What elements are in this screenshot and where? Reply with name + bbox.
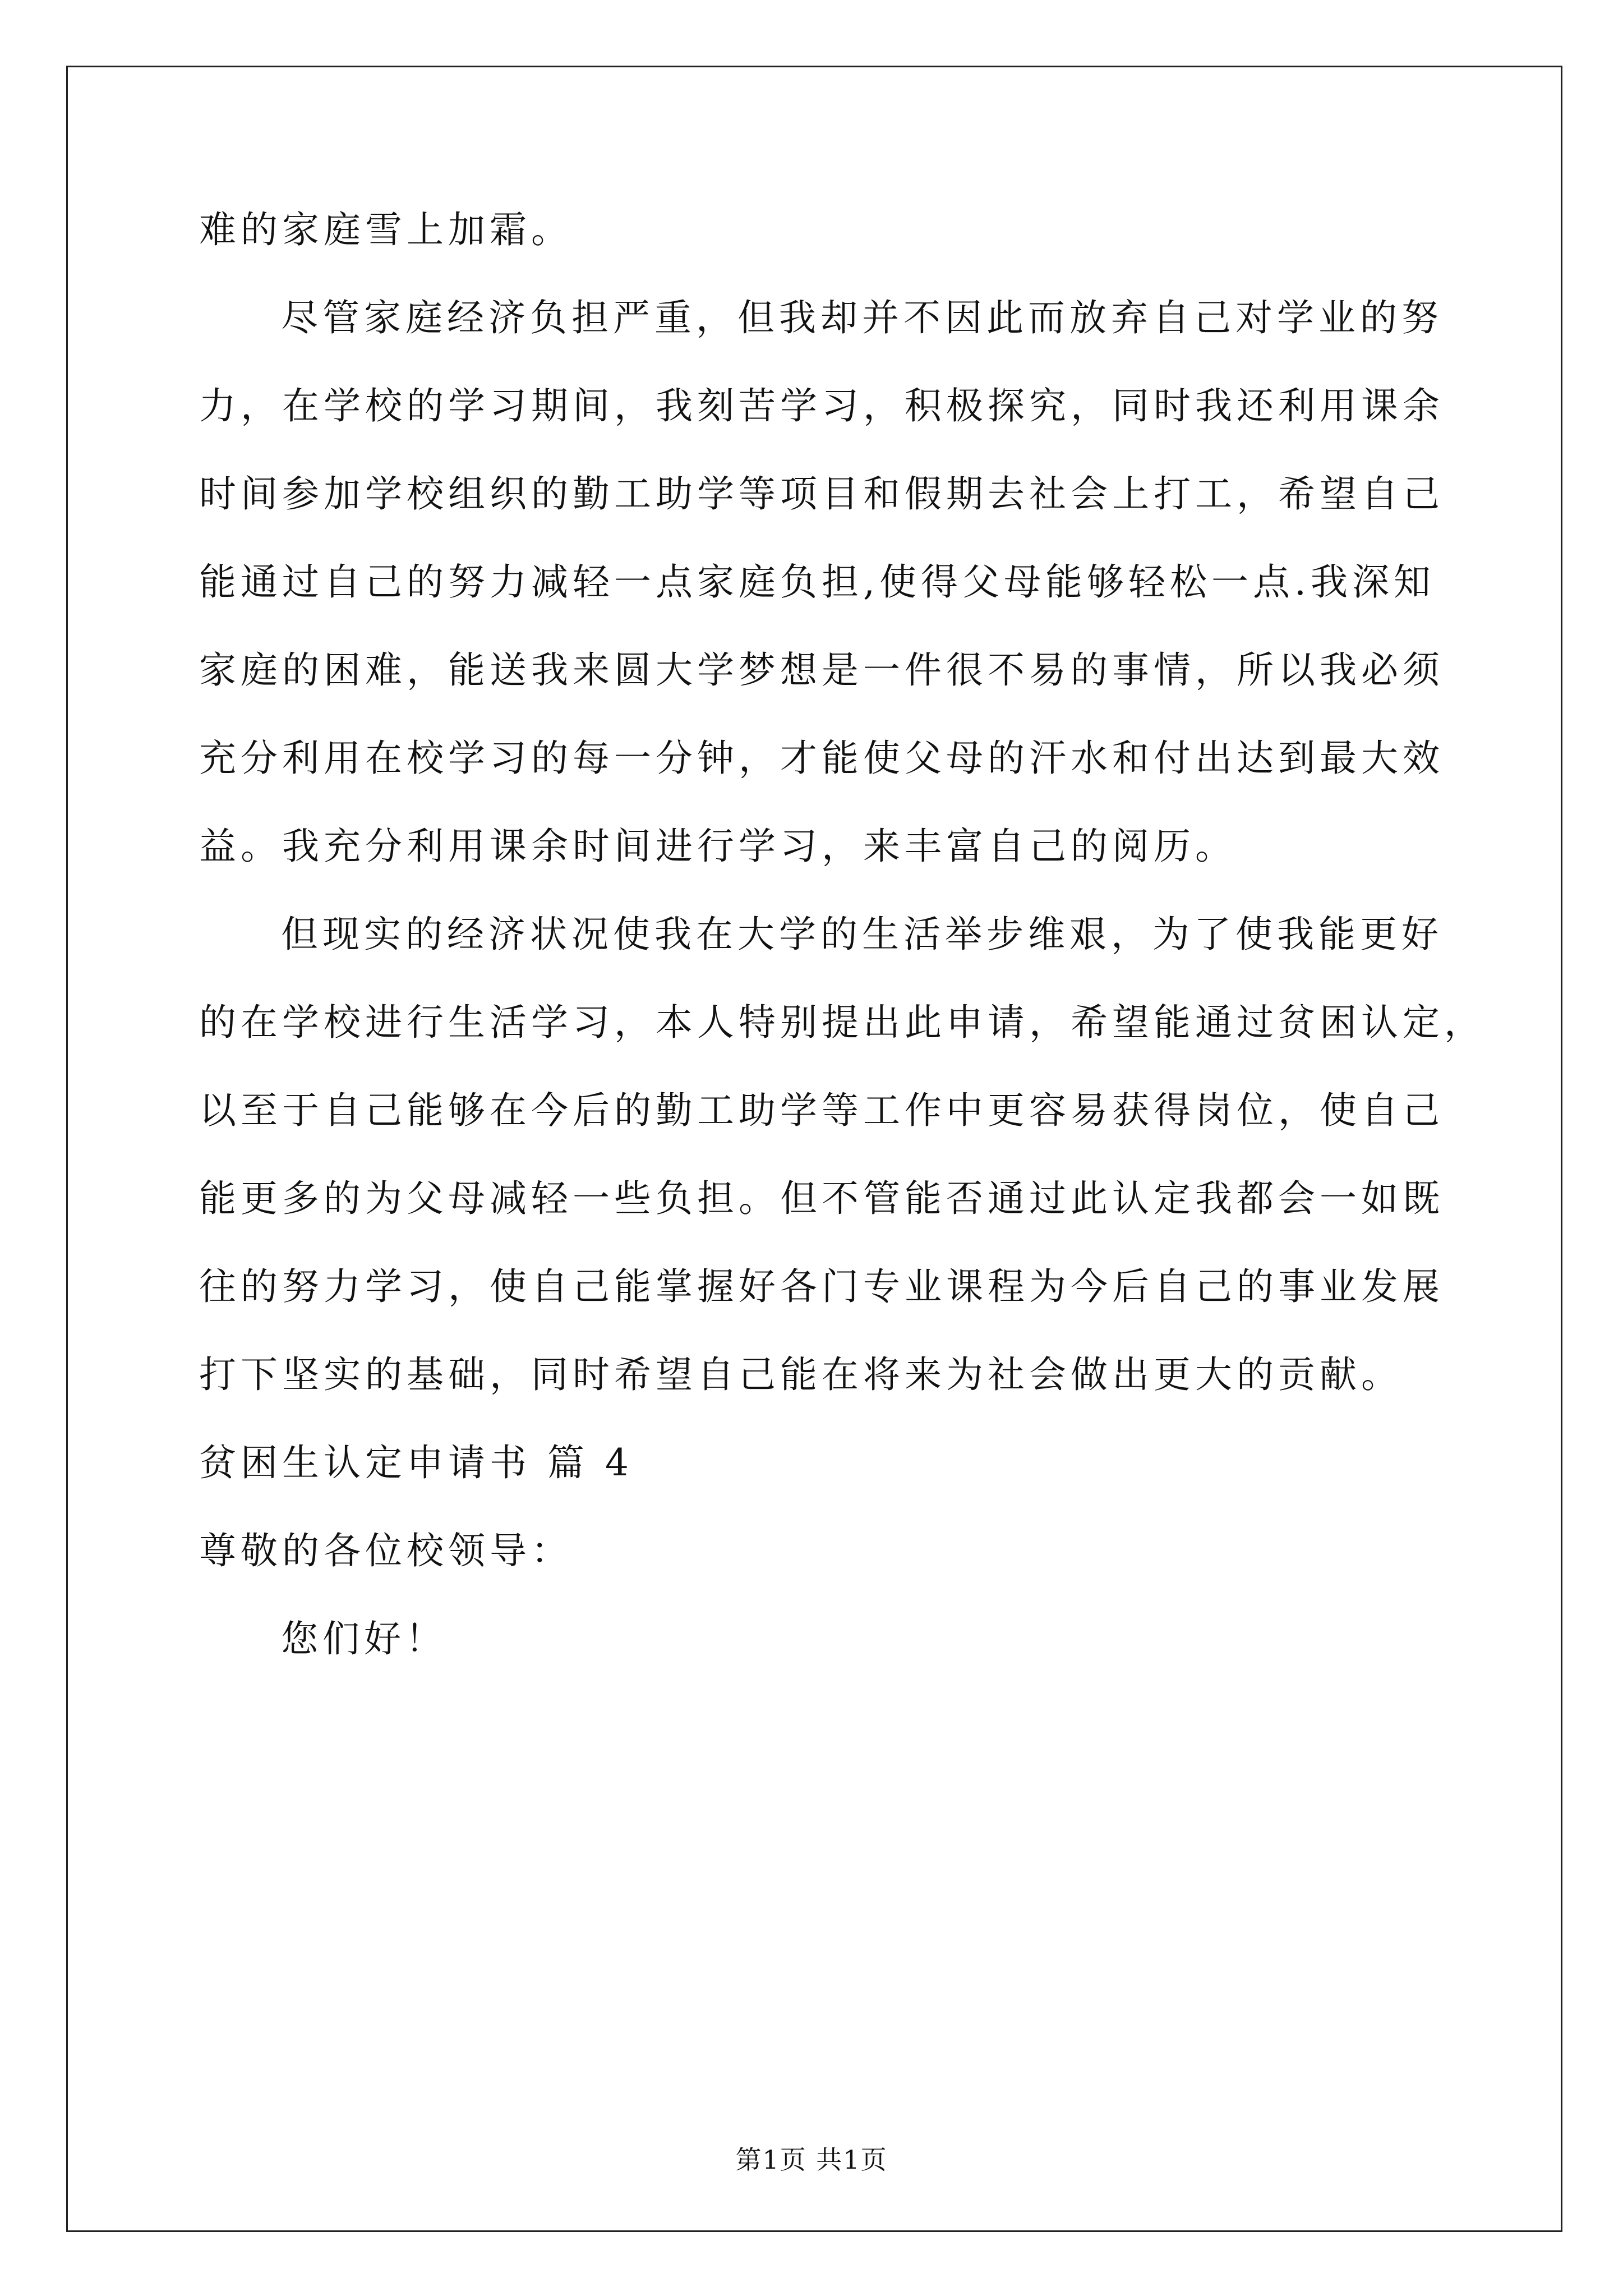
salutation: 尊敬的各位校领导：	[199, 1529, 573, 1572]
paragraph-line: 打下坚实的基础，同时希望自己能在将来为社会做出更大的贡献。	[199, 1353, 1403, 1396]
paragraph-line: 尽管家庭经济负担严重，但我却并不因此而放弃自己对学业的努	[281, 296, 1443, 339]
paragraph-line: 往的努力学习，使自己能掌握好各门专业课程为今后自己的事业发展	[199, 1265, 1444, 1308]
paragraph-line: 难的家庭雪上加霜。	[199, 208, 573, 251]
paragraph-line: 的在学校进行生活学习，本人特别提出此申请，希望能通过贫困认定，	[199, 1001, 1486, 1044]
paragraph-line: 但现实的经济状况使我在大学的生活举步维艰，为了使我能更好	[281, 913, 1443, 956]
paragraph-line: 以至于自己能够在今后的勤工助学等工作中更容易获得岗位，使自己	[199, 1089, 1444, 1132]
paragraph-line: 时间参加学校组织的勤工助学等项目和假期去社会上打工，希望自己	[199, 472, 1444, 516]
section-heading: 贫困生认定申请书 篇 4	[199, 1441, 633, 1484]
paragraph-line: 力，在学校的学习期间，我刻苦学习，积极探究，同时我还利用课余	[199, 384, 1444, 427]
paragraph-line: 能通过自己的努力减轻一点家庭负担,使得父母能够轻松一点.我深知	[199, 560, 1435, 604]
page-footer: 第1页 共1页	[735, 2145, 888, 2175]
paragraph-line: 充分利用在校学习的每一分钟，才能使父母的汗水和付出达到最大效	[199, 737, 1444, 780]
paragraph-line: 能更多的为父母减轻一些负担。但不管能否通过此认定我都会一如既	[199, 1177, 1444, 1220]
greeting: 您们好！	[281, 1617, 447, 1660]
paragraph-line: 益。我充分利用课余时间进行学习，来丰富自己的阅历。	[199, 825, 1237, 868]
paragraph-line: 家庭的困难，能送我来圆大学梦想是一件很不易的事情，所以我必须	[199, 648, 1444, 692]
